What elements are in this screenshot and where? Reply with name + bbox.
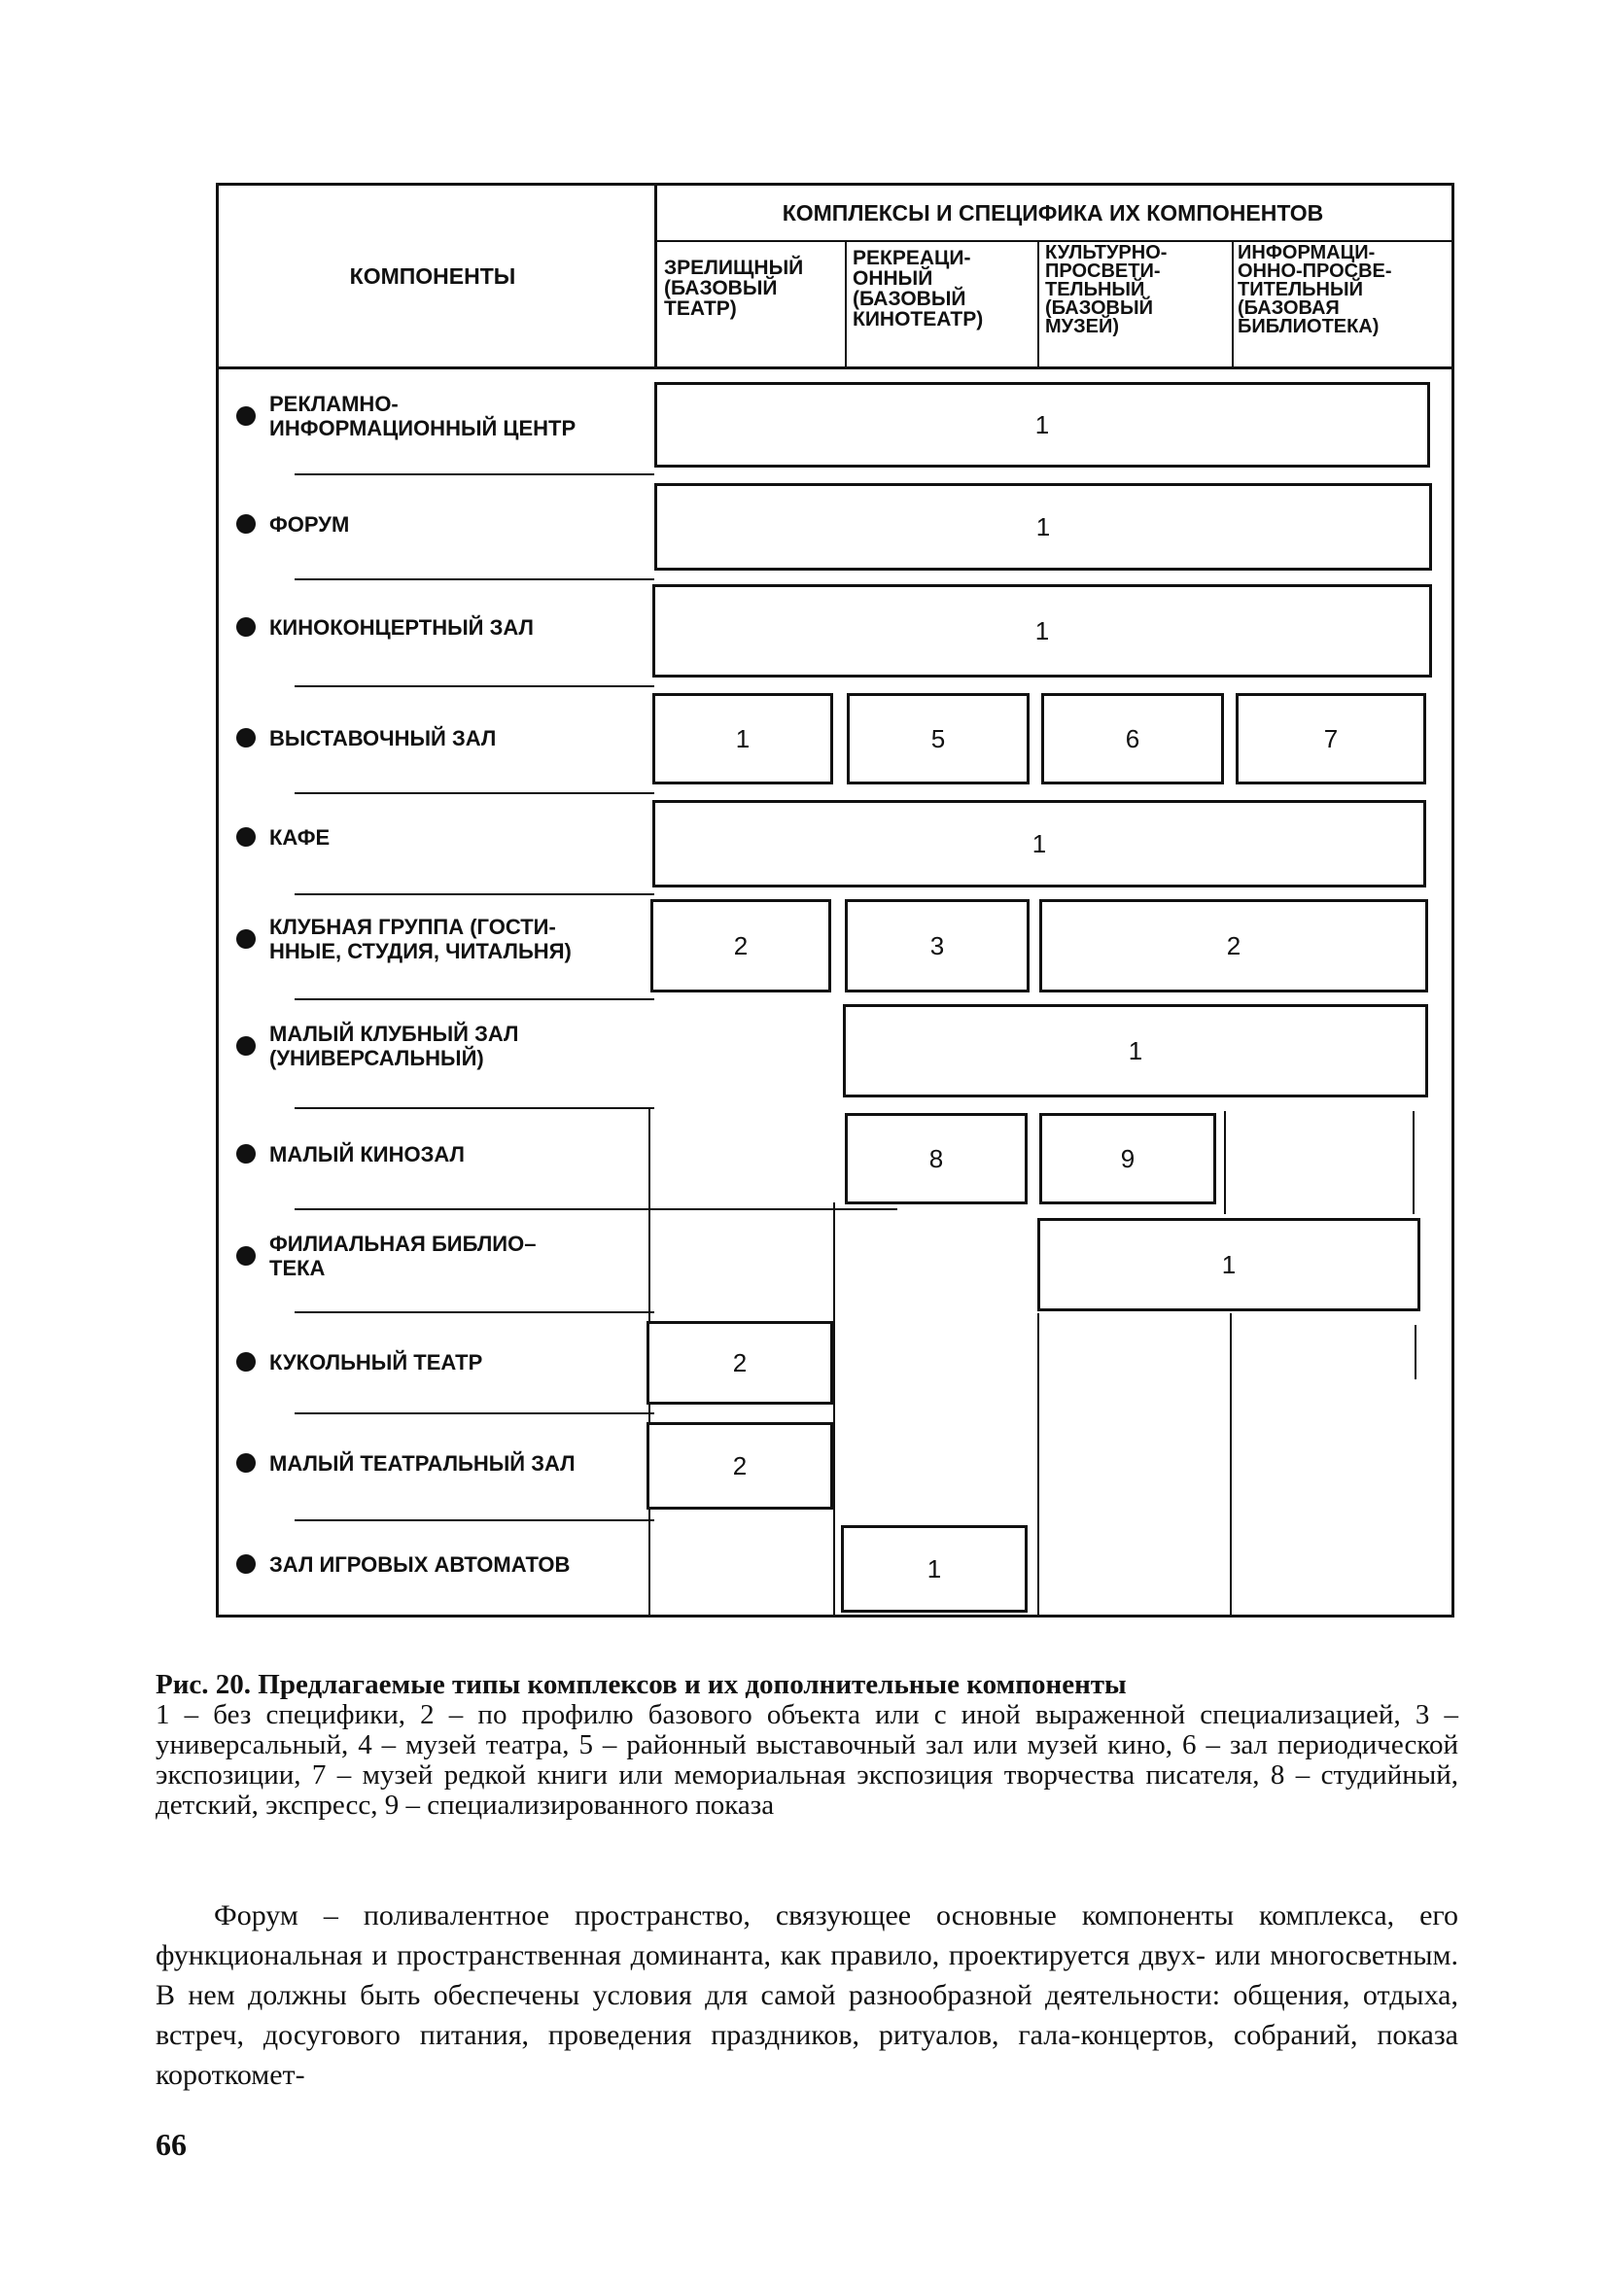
cell-cafe-all: 1 [652,800,1426,887]
row-label-small-club-hall: МАЛЫЙ КЛУБНЫЙ ЗАЛ (УНИВЕРСАЛЬНЫЙ) [236,1014,518,1078]
column-line [1413,1111,1415,1214]
column-line [1230,1313,1232,1617]
components-header: КОМПОНЕНТЫ [349,262,516,289]
caption-legend: 1 – без специфики, 2 – по профилю базового объекта или с иной выраженной специализацией, 3 – универсальный, 4 – музей театра, 5 – районный выставочный зал или музей кино, 6 – зал периодической экспозиции, 7 – музей редкой книги или мемориальная экспозиция творчества писателя, 8 – студийный, детский, экспресс, 9 – специализированного показа [156,1699,1458,1821]
cell-small-club-hall: 1 [843,1004,1428,1097]
bullet-icon [236,1036,256,1056]
cell-cinema-concert-all: 1 [652,584,1432,678]
cell-club-cultural-informational: 2 [1039,899,1428,992]
column-header-recreational: РЕКРЕАЦИ- ОННЫЙ (БАЗОВЫЙ КИНОТЕАТР) [853,247,984,330]
row-label-info-center: РЕКЛАМНО- ИНФОРМАЦИОННЫЙ ЦЕНТР [236,386,576,446]
bullet-icon [236,514,256,534]
column-header-cultural: КУЛЬТУРНО- ПРОСВЕТИ- ТЕЛЬНЫЙ (БАЗОВЫЙ МУЗЕЙ) [1045,242,1168,337]
cell-club-spectacle: 2 [650,899,831,992]
bullet-icon [236,1352,256,1372]
bullet-icon [236,617,256,637]
row-separator [295,1519,654,1521]
row-separator [295,1311,654,1313]
cell-club-recreational: 3 [845,899,1030,992]
row-separator [295,578,654,580]
row-separator [295,1107,654,1109]
cell-exhibition-spectacle: 1 [652,693,833,784]
caption-title: Рис. 20. Предлагаемые типы комплексов и их дополнительные компоненты [156,1669,1127,1700]
cell-small-cinema-cultural: 9 [1039,1113,1216,1204]
row-label-puppet-theatre: КУКОЛЬНЫЙ ТЕАТР [236,1333,482,1391]
column-line [1224,1111,1226,1214]
row-separator [295,1208,897,1210]
bullet-icon [236,1246,256,1266]
header-col-divider [1232,240,1234,366]
cell-arcade-hall: 1 [841,1525,1028,1613]
header-bottom-line [219,366,1453,369]
row-label-small-theatre-hall: МАЛЫЙ ТЕАТРАЛЬНЫЙ ЗАЛ [236,1434,576,1492]
components-table [216,183,1454,1618]
bullet-icon [236,406,256,426]
complexes-header: КОМПЛЕКСЫ И СПЕЦИФИКА ИХ КОМПОНЕНТОВ [782,199,1324,226]
column-header-informational: ИНФОРМАЦИ- ОННО-ПРОСВЕ- ТИТЕЛЬНЫЙ (БАЗОВАЯ БИБЛИОТЕКА) [1238,242,1392,337]
row-separator [295,998,654,1000]
cell-puppet-theatre: 2 [647,1321,833,1405]
row-separator [295,1412,654,1414]
bullet-icon [236,827,256,847]
row-separator [295,893,654,895]
cell-exhibition-recreational: 5 [847,693,1030,784]
bullet-icon [236,1554,256,1574]
bullet-icon [236,1453,256,1473]
row-label-small-cinema: МАЛЫЙ КИНОЗАЛ [236,1125,465,1183]
row-label-club-group: КЛУБНАЯ ГРУППА (ГОСТИ- ННЫЕ, СТУДИЯ, ЧИТАЛЬНЯ) [236,907,572,971]
column-line [1037,1313,1039,1617]
row-separator [295,473,654,475]
row-label-branch-library: ФИЛИАЛЬНАЯ БИБЛИО– ТЕКА [236,1224,536,1288]
body-paragraph: Форум – поливалентное пространство, связующее основные компоненты комплекса, его функциональная и пространственная доминанта, как правило, проектируется двух- или многосветным. В нем должны быть обеспечены условия для самой разнообразной деятельности: общения, отдыха, встреч, досугового питания, проведения праздников, ритуалов, гала-концертов, собраний, показа короткомет- [156,1899,1458,2091]
row-separator [295,792,654,794]
row-separator [295,685,654,687]
bullet-icon [236,929,256,949]
cell-small-cinema-recreational: 8 [845,1113,1028,1204]
column-line [833,1202,835,1617]
cell-small-theatre-hall: 2 [647,1422,833,1510]
column-header-spectacle: ЗРЕЛИЩНЫЙ (БАЗОВЫЙ ТЕАТР) [664,257,804,320]
figure-caption [156,1670,1458,1821]
row-label-arcade-hall: ЗАЛ ИГРОВЫХ АВТОМАТОВ [236,1535,570,1593]
cell-exhibition-cultural: 6 [1041,693,1224,784]
bullet-icon [236,728,256,748]
header-col-divider [845,240,847,366]
row-label-exhibition-hall: ВЫСТАВОЧНЫЙ ЗАЛ [236,709,496,767]
page-number: 66 [156,2127,187,2162]
bullet-icon [236,1144,256,1164]
cell-info-center-all: 1 [654,382,1430,468]
cell-exhibition-informational: 7 [1236,693,1426,784]
column-line [1415,1325,1416,1379]
cell-forum-all: 1 [654,483,1432,571]
cell-branch-library: 1 [1037,1218,1420,1311]
header-col-divider [1037,240,1039,366]
row-label-forum: ФОРУМ [236,495,349,553]
row-label-cafe: КАФЕ [236,808,330,866]
row-label-cinema-concert-hall: КИНОКОНЦЕРТНЫЙ ЗАЛ [236,598,534,656]
